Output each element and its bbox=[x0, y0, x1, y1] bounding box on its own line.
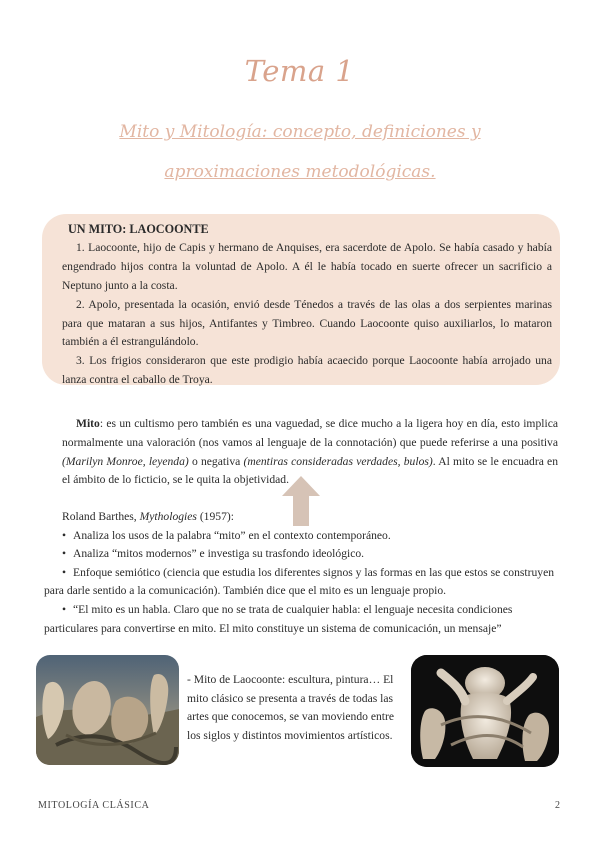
subtitle-line-1: Mito y Mitología: concepto, definiciones y bbox=[119, 122, 481, 142]
mito-text-1: : es un cultismo pero también es una vaguedad, se dice mucho a la ligera hoy en día, esto implica normalmente una valoración (nos vamos al lenguaje de la connotación) que puede referirse a una positiva bbox=[62, 417, 558, 449]
mito-example-negative: (mentiras consideradas verdades, bulos) bbox=[243, 454, 433, 468]
laocoonte-caption: - Mito de Laocoonte: escultura, pintura… El mito clásico se presenta a través de todas las artes que conocemos, se van moviendo entre los siglos y distintos movimientos artísticos. bbox=[187, 673, 395, 742]
list-item: • “El mito es un habla. Claro que no se trata de cualquier habla: el lenguaje necesita condiciones particulares para convertirse en mito. El mito constituye un sistema de comunicación, un mensaje” bbox=[44, 602, 513, 635]
laocoonte-paragraph-2: 2. Apolo, presentada la ocasión, envió desde Ténedos a través de las olas a dos serpientes marinas para que mataran a sus hijos, Antifantes y Timbreo. Cuando Laocoonte quiso auxiliarlos, lo mataron también a él estrangulándolo. bbox=[62, 297, 552, 349]
painting-illustration bbox=[36, 655, 179, 765]
bullet-icon: • bbox=[62, 547, 67, 561]
barthes-reference: Roland Barthes, Mythologies (1957): bbox=[62, 510, 234, 523]
laocoonte-paragraph-3: 3. Los frigios consideraron que este prodigio había acaecido porque Laocoonte había arrojado una lanza contra el caballo de Troya. bbox=[62, 354, 552, 387]
subtitle-line-2: aproximaciones metodológicas. bbox=[164, 162, 436, 182]
barthes-work-title: Mythologies bbox=[139, 510, 197, 523]
footer-course-name: MITOLOGÍA CLÁSICA bbox=[38, 800, 150, 811]
footer-page-number: 2 bbox=[555, 800, 560, 811]
laocoonte-box-content bbox=[62, 220, 552, 390]
barthes-list bbox=[44, 527, 564, 639]
laocoonte-paragraph-1: 1. Laocoonte, hijo de Capis y hermano de Anquises, era sacerdote de Apolo. Se había casado y había engendrado hijos contra la voluntad de Apolo. A él le había tocado en suerte ofrecer un sacrificio a Neptuno junto a la costa. bbox=[62, 240, 552, 292]
mito-text-3: . Al mito se le encuadra en el ámbito de lo ficticio, se le quita la objetividad. bbox=[62, 454, 559, 487]
bullet-icon: • bbox=[62, 565, 67, 579]
laocoon-painting-image bbox=[36, 655, 179, 765]
sculpture-illustration bbox=[411, 655, 559, 767]
laocoon-sculpture-image bbox=[411, 655, 559, 767]
list-item: • Analiza “mitos modernos” e investiga su trasfondo ideológico. bbox=[44, 545, 564, 564]
list-item: • Enfoque semiótico (ciencia que estudia los diferentes signos y las formas en las que estos se construyen para darle sentido a la comunicación). También dice que el mito es un lenguaje propio. bbox=[44, 565, 555, 598]
page-title: Tema 1 bbox=[244, 54, 355, 88]
mito-text-2: o negativa bbox=[188, 454, 244, 468]
bullet-icon: • bbox=[62, 528, 67, 542]
mito-term: Mito bbox=[76, 417, 100, 430]
laocoonte-heading: UN MITO: LAOCOONTE bbox=[68, 222, 209, 236]
bullet-icon: • bbox=[62, 602, 67, 616]
list-item: • Analiza los usos de la palabra “mito” en el contexto contemporáneo. bbox=[44, 527, 564, 546]
mito-example-positive: (Marilyn Monroe, leyenda) bbox=[62, 454, 189, 468]
barthes-section bbox=[44, 508, 564, 638]
page-subtitle bbox=[60, 112, 540, 192]
